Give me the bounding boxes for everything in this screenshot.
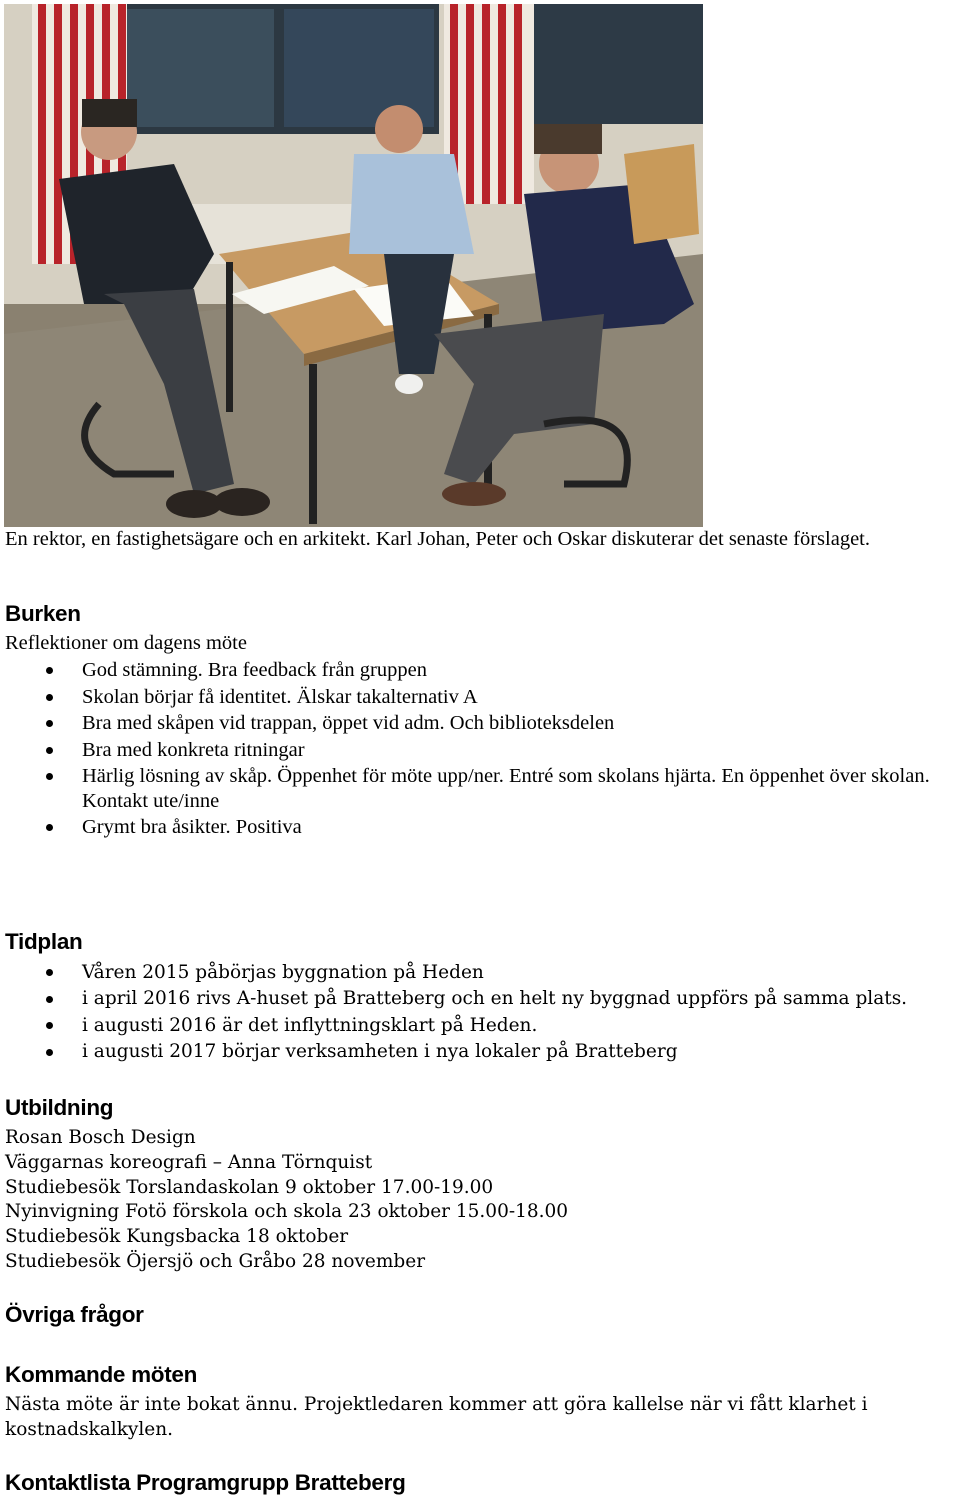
section-heading-utbildning: Utbildning bbox=[5, 1095, 114, 1120]
bullet-icon bbox=[46, 720, 53, 727]
bullet-icon bbox=[46, 969, 53, 976]
section-heading-kontakt: Kontaktlista Programgrupp Bratteberg bbox=[5, 1470, 406, 1495]
list-item: i augusti 2017 börjar verksamheten i nya lokaler på Bratteberg bbox=[0, 1039, 960, 1065]
burken-list bbox=[0, 657, 960, 841]
section-heading-tidplan: Tidplan bbox=[5, 929, 83, 954]
list-item: Grymt bra åsikter. Positiva bbox=[0, 814, 960, 841]
utbildning-line: Studiebesök Torslandaskolan 9 oktober 17.00-19.00 bbox=[5, 1177, 494, 1198]
list-item: Våren 2015 påbörjas byggnation på Heden bbox=[0, 959, 960, 986]
bullet-icon bbox=[46, 996, 53, 1003]
section-heading-burken: Burken bbox=[5, 601, 81, 626]
kommande-text: Nästa möte är inte bokat ännu. Projektledaren kommer att göra kallelse när vi fått klarhet i kostnadskalkylen. bbox=[5, 1394, 868, 1440]
list-item: Bra med skåpen vid trappan, öppet vid adm. Och biblioteksdelen bbox=[0, 710, 960, 737]
bullet-icon bbox=[46, 1022, 53, 1029]
tidplan-list bbox=[0, 959, 960, 1065]
photo-caption: En rektor, en fastighetsägare och en arkitekt. Karl Johan, Peter och Oskar diskuterar det senaste förslaget. bbox=[5, 528, 870, 550]
utbildning-line: Nyinvigning Fotö förskola och skola 23 oktober 15.00-18.00 bbox=[5, 1201, 569, 1222]
list-item: Skolan börjar få identitet. Älskar takalternativ A bbox=[0, 684, 960, 710]
section-heading-kommande: Kommande möten bbox=[5, 1362, 198, 1387]
utbildning-line: Rosan Bosch Design bbox=[5, 1127, 196, 1148]
utbildning-line: Studiebesök Öjersjö och Gråbo 28 november bbox=[5, 1251, 426, 1272]
bullet-icon bbox=[46, 824, 53, 831]
utbildning-line: Studiebesök Kungsbacka 18 oktober bbox=[5, 1226, 349, 1247]
list-item: God stämning. Bra feedback från gruppen bbox=[0, 657, 960, 684]
utbildning-line: Väggarnas koreografi – Anna Törnquist bbox=[5, 1152, 373, 1173]
bullet-icon bbox=[46, 1049, 53, 1056]
burken-intro: Reflektioner om dagens möte bbox=[5, 632, 247, 654]
list-item: Härlig lösning av skåp. Öppenhet för möte upp/ner. Entré som skolans hjärta. En öppenhet över skolan. Kontakt ute/inne bbox=[0, 763, 960, 814]
section-heading-ovriga: Övriga frågor bbox=[5, 1302, 144, 1327]
list-item: i april 2016 rivs A-huset på Bratteberg och en helt ny byggnad uppförs på samma plats. bbox=[0, 986, 960, 1012]
bullet-icon bbox=[46, 747, 53, 754]
bullet-icon bbox=[46, 694, 53, 701]
list-item: Bra med konkreta ritningar bbox=[0, 737, 960, 763]
bullet-icon bbox=[46, 773, 53, 780]
meeting-photo-icon bbox=[4, 4, 703, 527]
list-item: i augusti 2016 är det inflyttningsklart på Heden. bbox=[0, 1012, 960, 1039]
bullet-icon bbox=[46, 667, 53, 674]
meeting-photo bbox=[4, 4, 703, 527]
